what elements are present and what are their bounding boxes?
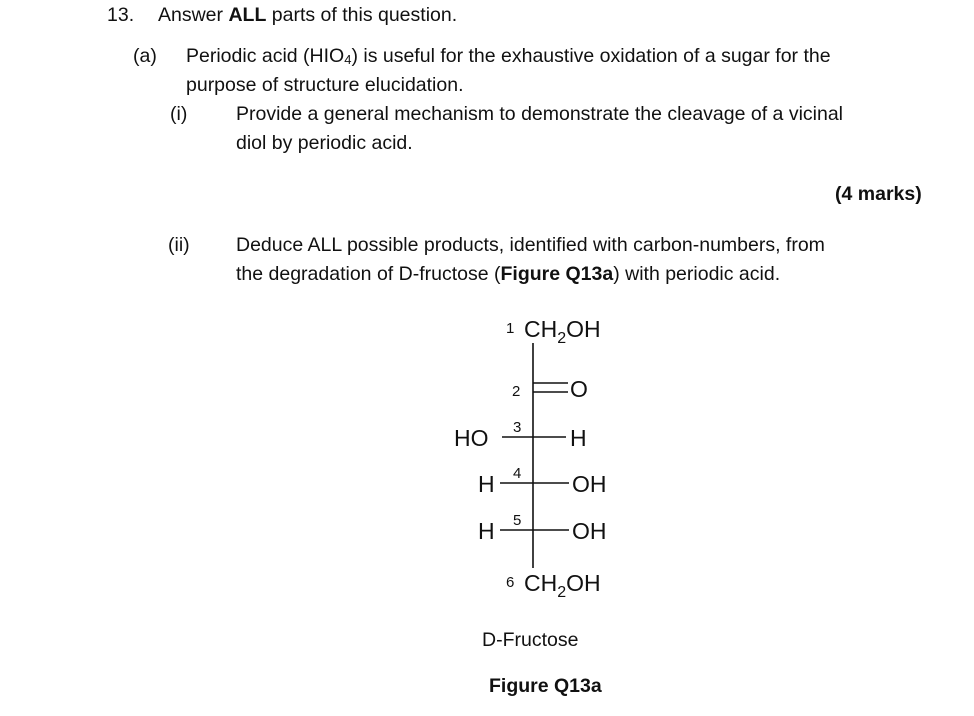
fisher-bonds xyxy=(500,343,569,568)
part-a-label: (a) xyxy=(133,45,157,67)
c1-group-a: CH xyxy=(524,316,558,342)
c4-right-group: OH xyxy=(572,471,607,497)
c5-number: 5 xyxy=(513,512,522,529)
c6-group-b: OH xyxy=(566,570,601,596)
c5-left-group: H xyxy=(478,518,495,544)
question-intro-suffix: parts of this question. xyxy=(266,4,458,26)
part-a-line1-sub: 4 xyxy=(344,52,352,67)
sub-i-marks: (4 marks) xyxy=(835,183,922,205)
sub-i-label: (i) xyxy=(170,103,188,125)
question-intro-prefix: Answer xyxy=(158,4,229,26)
c4-left-group: H xyxy=(478,471,495,497)
c6-group-a: CH xyxy=(524,570,558,596)
question-intro-bold: ALL xyxy=(228,4,267,26)
c3-right-group: H xyxy=(570,425,587,451)
part-a-line1-suffix: ) is useful for the exhaustive oxidation of a sugar for the xyxy=(351,45,831,67)
c2-number: 2 xyxy=(512,383,521,400)
c4-number: 4 xyxy=(513,465,522,482)
c3-left-group: HO xyxy=(454,425,489,451)
c6-group-sub: 2 xyxy=(557,584,567,601)
c2-carbonyl-oxygen: O xyxy=(570,376,588,402)
sub-ii-line2-prefix: the degradation of D-fructose ( xyxy=(236,263,501,285)
c1-group-sub: 2 xyxy=(557,330,567,347)
sub-ii-line2-bold: Figure Q13a xyxy=(500,263,614,285)
sub-ii-label: (ii) xyxy=(168,234,190,256)
figure-caption: Figure Q13a xyxy=(489,675,602,697)
c1-group-b: OH xyxy=(566,316,601,342)
c6-group xyxy=(524,570,601,601)
sub-ii-line2-suffix: ) with periodic acid. xyxy=(613,263,781,285)
part-a-line2: purpose of structure elucidation. xyxy=(186,74,464,96)
c1-number: 1 xyxy=(506,320,515,337)
sub-i-line1: Provide a general mechanism to demonstrate the cleavage of a vicinal xyxy=(236,103,844,125)
sub-i-line2: diol by periodic acid. xyxy=(236,132,413,154)
c1-group xyxy=(524,316,601,347)
sub-ii-line1: Deduce ALL possible products, identified with carbon-numbers, from xyxy=(236,234,825,256)
part-a-line1-prefix: Periodic acid (HIO xyxy=(186,45,345,67)
c6-number: 6 xyxy=(506,574,515,591)
compound-name: D-Fructose xyxy=(482,629,579,651)
c3-number: 3 xyxy=(513,419,522,436)
question-number: 13. xyxy=(107,4,135,26)
c5-right-group: OH xyxy=(572,518,607,544)
